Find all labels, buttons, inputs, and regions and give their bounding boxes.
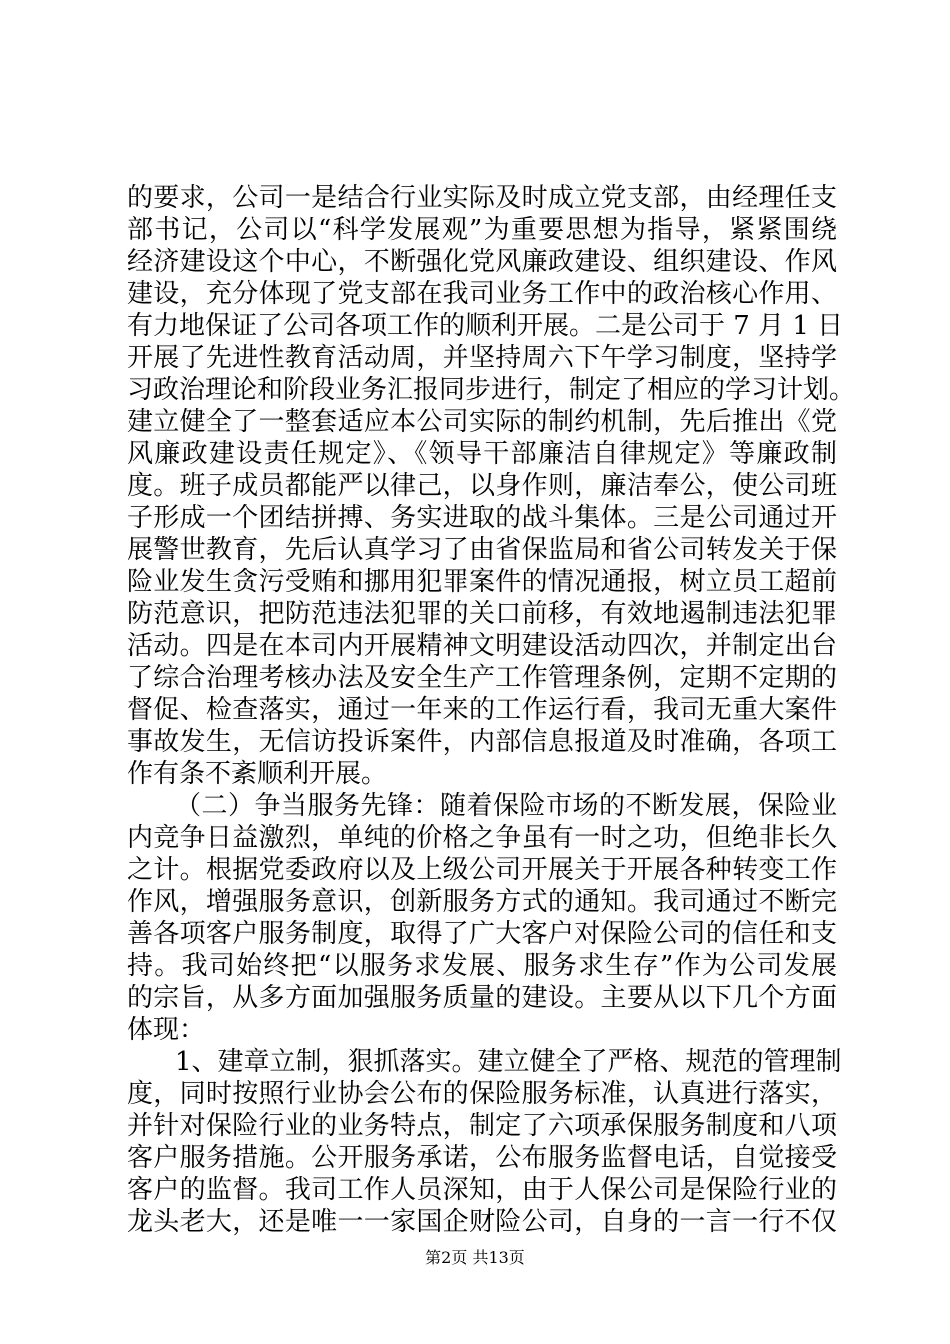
text-line: 之计。根据党委政府以及上级公司开展关于开展各种转变工作 — [127, 855, 837, 885]
page-footer — [0, 1245, 950, 1268]
section-heading-line: （二）争当服务先锋：随着保险市场的不断发展，保险业 — [175, 791, 837, 821]
text-line: 风廉政建设责任规定》、《领导干部廉洁自律规定》等廉政制 — [127, 439, 837, 469]
text-line: 作有条不紊顺利开展。 — [127, 759, 388, 789]
text-line: 了综合治理考核办法及安全生产工作管理条例，定期不定期的 — [127, 663, 837, 693]
text-line: 险业发生贪污受贿和挪用犯罪案件的情况通报，树立员工超前 — [127, 567, 837, 597]
text-line: 督促、检查落实，通过一年来的工作运行看，我司无重大案件 — [127, 695, 837, 725]
text-line: 度。班子成员都能严以律己，以身作则，廉洁奉公，使公司班 — [127, 471, 837, 501]
text-line: 内竞争日益激烈，单纯的价格之争虽有一时之功，但绝非长久 — [127, 823, 837, 853]
text-line: 开展了先进性教育活动周，并坚持周六下午学习制度，坚持学 — [127, 343, 837, 373]
text-line: 龙头老大，还是唯一一家国企财险公司，自身的一言一行不仅 — [127, 1207, 837, 1237]
text-line: 部书记，公司以“科学发展观”为重要思想为指导，紧紧围绕 — [127, 215, 837, 245]
text-line: 防范意识，把防范违法犯罪的关口前移，有效地遏制违法犯罪 — [127, 599, 837, 629]
numbered-item-line: 1、建章立制，狠抓落实。建立健全了严格、规范的管理制 — [175, 1047, 842, 1077]
text-line: 展警世教育，先后认真学习了由省保监局和省公司转发关于保 — [127, 535, 837, 565]
text-line: 作风，增强服务意识，创新服务方式的通知。我司通过不断完 — [127, 887, 837, 917]
text-line: 持。我司始终把“以服务求发展、服务求生存”作为公司发展 — [127, 951, 837, 981]
text-line: 习政治理论和阶段业务汇报同步进行，制定了相应的学习计划。 — [127, 375, 856, 405]
text-line: 的要求，公司一是结合行业实际及时成立党支部，由经理任支 — [127, 183, 837, 213]
text-line: 子形成一个团结拼搏、务实进取的战斗集体。三是公司通过开 — [127, 503, 837, 533]
text-line: 并针对保险行业的业务特点，制定了六项承保服务制度和八项 — [127, 1111, 837, 1141]
text-line: 经济建设这个中心，不断强化党风廉政建设、组织建设、作风 — [127, 247, 837, 277]
text-line: 度，同时按照行业协会公布的保险服务标准，认真进行落实， — [127, 1079, 837, 1109]
document-body — [127, 182, 856, 1238]
text-line: 事故发生，无信访投诉案件，内部信息报道及时准确，各项工 — [127, 727, 837, 757]
text-line: 活动。四是在本司内开展精神文明建设活动四次，并制定出台 — [127, 631, 837, 661]
page-number: 第2页 共13页 — [425, 1248, 525, 1267]
text-line: 有力地保证了公司各项工作的顺利开展。二是公司于 7 月 1 日 — [127, 311, 844, 341]
text-line: 建设，充分体现了党支部在我司业务工作中的政治核心作用、 — [127, 279, 837, 309]
text-line: 体现： — [127, 1015, 206, 1045]
text-line: 的宗旨，从多方面加强服务质量的建设。主要从以下几个方面 — [127, 983, 837, 1013]
text-line: 建立健全了一整套适应本公司实际的制约机制，先后推出《党 — [127, 407, 837, 437]
text-line: 客户的监督。我司工作人员深知，由于人保公司是保险行业的 — [127, 1175, 837, 1205]
text-line: 善各项客户服务制度，取得了广大客户对保险公司的信任和支 — [127, 919, 837, 949]
text-line: 客户服务措施。公开服务承诺，公布服务监督电话，自觉接受 — [127, 1143, 837, 1173]
